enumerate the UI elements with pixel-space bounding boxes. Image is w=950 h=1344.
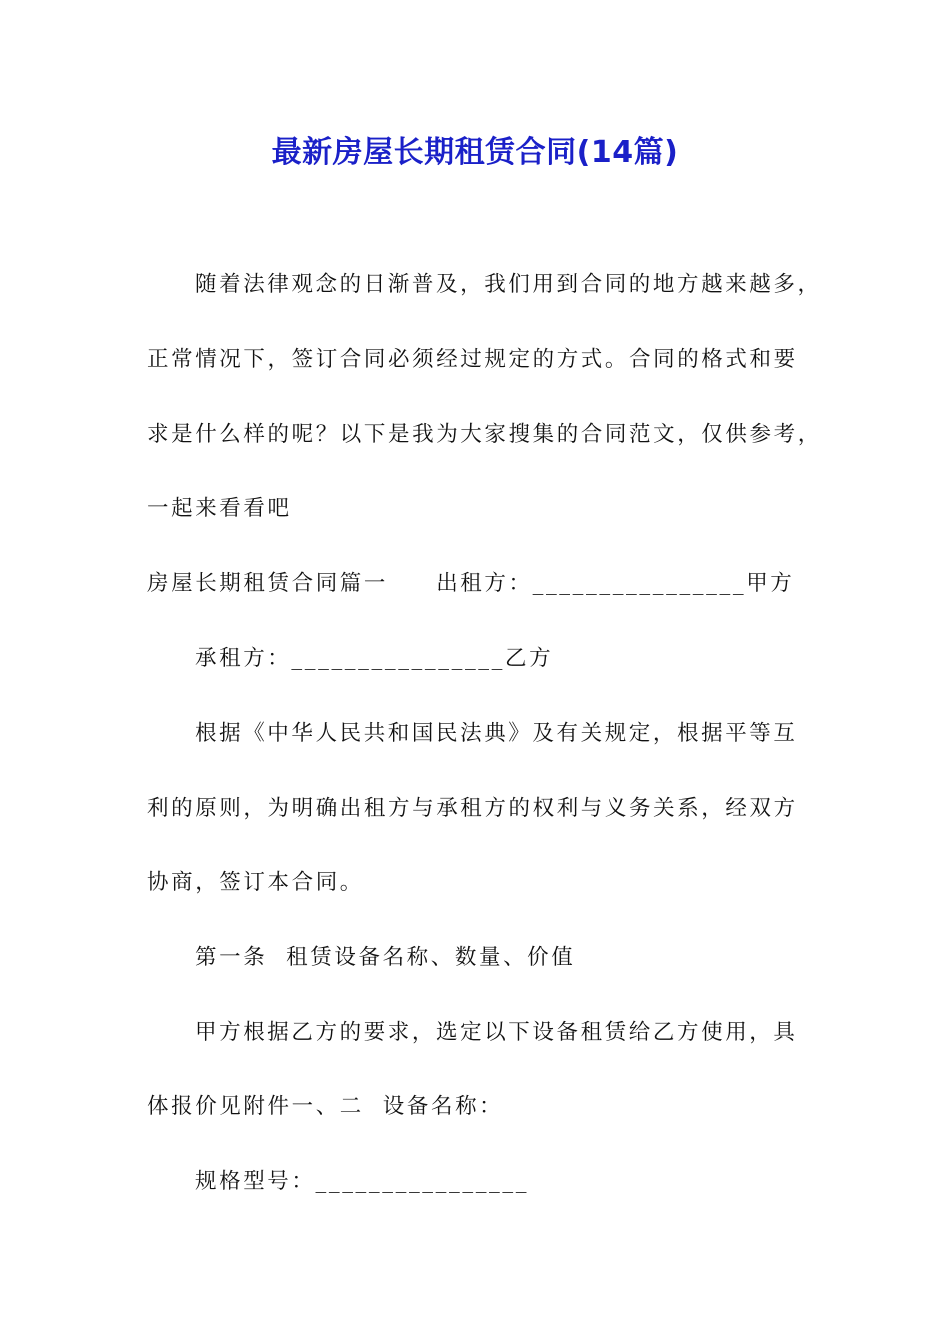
lessee-line: 承租方：________________乙方	[195, 646, 554, 671]
intro-line-2: 正常情况下，签订合同必须经过规定的方式。合同的格式和要	[147, 347, 798, 372]
basis-line-1: 根据《中华人民共和国民法典》及有关规定，根据平等互	[195, 721, 798, 746]
document-title: 最新房屋长期租赁合同(14篇)	[271, 135, 679, 170]
spec-line: 规格型号：________________	[195, 1169, 530, 1194]
basis-line-2: 利的原则，为明确出租方与承租方的权利与义务关系，经双方	[147, 796, 798, 821]
article-one-line-1: 甲方根据乙方的要求，选定以下设备租赁给乙方使用，具	[195, 1020, 798, 1045]
article-one-heading: 第一条 租赁设备名称、数量、价值	[195, 945, 576, 970]
basis-line-3: 协商，签订本合同。	[147, 870, 364, 895]
article-one-line-2: 体报价见附件一、二 设备名称：	[147, 1094, 504, 1119]
intro-line-1: 随着法律观念的日渐普及，我们用到合同的地方越来越多，	[195, 272, 822, 297]
section-heading-line: 房屋长期租赁合同篇一 出租方：________________甲方	[147, 571, 795, 596]
intro-line-4: 一起来看看吧	[147, 496, 292, 521]
intro-line-3: 求是什么样的呢？以下是我为大家搜集的合同范文，仅供参考，	[147, 422, 822, 447]
